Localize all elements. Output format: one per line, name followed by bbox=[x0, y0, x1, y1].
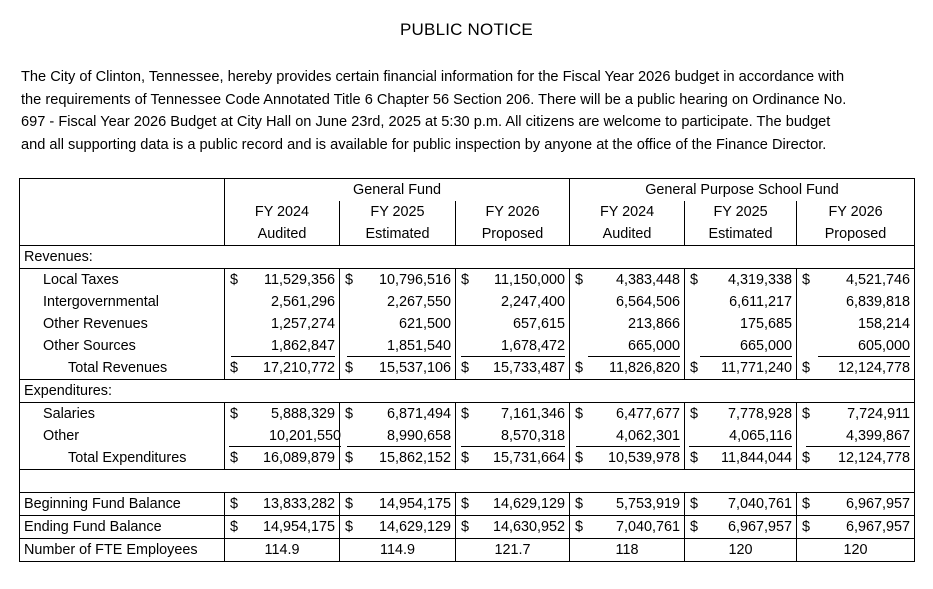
cell-value: 11,771,240 bbox=[721, 360, 793, 376]
currency-symbol: $ bbox=[230, 450, 239, 466]
cell-value: 12,124,778 bbox=[837, 450, 911, 466]
value-cell bbox=[797, 403, 915, 426]
year-header: FY 2026 bbox=[797, 201, 915, 223]
currency-symbol: $ bbox=[461, 406, 470, 422]
currency-symbol: $ bbox=[345, 406, 354, 422]
table-row-other bbox=[20, 425, 915, 447]
value-cell bbox=[340, 357, 456, 380]
currency-symbol: $ bbox=[345, 450, 354, 466]
cell-value: 8,990,658 bbox=[347, 426, 451, 447]
value-cell bbox=[685, 539, 797, 562]
cell-value: 11,150,000 bbox=[494, 272, 566, 288]
value-cell bbox=[456, 269, 570, 292]
cell-value: 4,062,301 bbox=[576, 426, 680, 447]
cell-value: 15,862,152 bbox=[378, 450, 451, 466]
value-cell bbox=[797, 539, 915, 562]
cell-value: 6,967,957 bbox=[845, 519, 911, 535]
notice-line: The City of Clinton, Tennessee, hereby provides certain financial information for the Fiscal Year 2026 budget in accordance with bbox=[21, 69, 845, 85]
cell-value: 15,733,487 bbox=[492, 360, 566, 376]
currency-symbol: $ bbox=[802, 496, 811, 512]
value-cell bbox=[797, 493, 915, 516]
value-cell bbox=[225, 403, 340, 426]
value-cell bbox=[570, 403, 685, 426]
value-cell bbox=[570, 313, 685, 335]
status-header-row bbox=[20, 223, 915, 246]
cell-value: 665,000 bbox=[588, 336, 680, 357]
currency-symbol: $ bbox=[230, 519, 239, 535]
currency-symbol: $ bbox=[345, 360, 354, 376]
value-cell bbox=[685, 335, 797, 357]
cell-value: 213,866 bbox=[627, 316, 681, 332]
currency-symbol: $ bbox=[345, 519, 354, 535]
currency-symbol: $ bbox=[690, 406, 699, 422]
cell-value: 1,851,540 bbox=[347, 336, 451, 357]
cell-value: 10,539,978 bbox=[607, 450, 681, 466]
cell-value: 6,967,957 bbox=[727, 519, 793, 535]
cell-value: 1,862,847 bbox=[231, 336, 335, 357]
value-cell bbox=[570, 425, 685, 447]
currency-symbol: $ bbox=[461, 360, 470, 376]
row-label: Local Taxes bbox=[20, 269, 225, 292]
cell-value: 7,724,911 bbox=[847, 406, 911, 422]
cell-value: 621,500 bbox=[398, 316, 451, 332]
cell-value: 175,685 bbox=[739, 316, 793, 332]
currency-symbol: $ bbox=[802, 272, 811, 288]
table-row-total-revenues bbox=[20, 357, 915, 380]
value-cell bbox=[340, 313, 456, 335]
cell-value: 13,833,282 bbox=[262, 496, 335, 512]
cell-value: 10,796,516 bbox=[378, 272, 451, 288]
section-row-revenues bbox=[20, 246, 915, 269]
row-label: Other bbox=[20, 425, 225, 447]
cell-value: 12,124,778 bbox=[837, 360, 911, 376]
value-cell bbox=[570, 539, 685, 562]
year-header: FY 2026 bbox=[456, 201, 570, 223]
currency-symbol: $ bbox=[575, 406, 584, 422]
row-label: Other Sources bbox=[20, 335, 225, 357]
currency-symbol: $ bbox=[461, 519, 470, 535]
value-cell bbox=[340, 425, 456, 447]
currency-symbol: $ bbox=[461, 450, 470, 466]
group-header-general-fund: General Fund bbox=[225, 179, 570, 202]
cell-value: 114.9 bbox=[264, 542, 300, 558]
cell-value: 11,826,820 bbox=[609, 360, 681, 376]
cell-value: 4,383,448 bbox=[615, 272, 681, 288]
currency-symbol: $ bbox=[575, 360, 584, 376]
notice-line: 697 - Fiscal Year 2026 Budget at City Hall on June 23rd, 2025 at 5:30 p.m. All citizens are welcome to participate. The budget bbox=[21, 114, 831, 131]
table-row-other-sources bbox=[20, 335, 915, 357]
value-cell bbox=[225, 493, 340, 516]
cell-value: 120 bbox=[728, 542, 753, 558]
value-cell bbox=[340, 516, 456, 539]
table-row-other-revenues bbox=[20, 313, 915, 335]
cell-value: 6,967,957 bbox=[845, 496, 911, 512]
value-cell bbox=[456, 447, 570, 470]
currency-symbol: $ bbox=[575, 496, 584, 512]
currency-symbol: $ bbox=[690, 519, 699, 535]
cell-value: 120 bbox=[843, 542, 868, 558]
cell-value: 2,561,296 bbox=[270, 294, 335, 310]
value-cell bbox=[797, 425, 915, 447]
section-label-revenues: Revenues: bbox=[20, 246, 915, 269]
value-cell bbox=[685, 425, 797, 447]
value-cell bbox=[456, 493, 570, 516]
value-cell bbox=[340, 539, 456, 562]
cell-value: 11,844,044 bbox=[721, 450, 793, 466]
value-cell bbox=[225, 516, 340, 539]
value-cell bbox=[570, 516, 685, 539]
status-header: Estimated bbox=[340, 223, 456, 246]
cell-value: 15,537,106 bbox=[378, 360, 451, 376]
currency-symbol: $ bbox=[345, 496, 354, 512]
group-header-school-fund: General Purpose School Fund bbox=[570, 179, 915, 202]
value-cell bbox=[225, 291, 340, 313]
currency-symbol: $ bbox=[230, 272, 239, 288]
value-cell bbox=[797, 291, 915, 313]
value-cell bbox=[685, 269, 797, 292]
status-header: Proposed bbox=[797, 223, 915, 246]
value-cell bbox=[797, 313, 915, 335]
value-cell bbox=[570, 357, 685, 380]
cell-value: 7,040,761 bbox=[727, 496, 793, 512]
cell-value: 17,210,772 bbox=[262, 360, 335, 376]
cell-value: 4,521,746 bbox=[845, 272, 911, 288]
cell-value: 14,954,175 bbox=[262, 519, 335, 535]
value-cell bbox=[456, 335, 570, 357]
spacer-row bbox=[20, 470, 915, 493]
currency-symbol: $ bbox=[575, 519, 584, 535]
row-label: Intergovernmental bbox=[20, 291, 225, 313]
currency-symbol: $ bbox=[690, 450, 699, 466]
value-cell bbox=[797, 335, 915, 357]
row-label: Total Expenditures bbox=[20, 447, 225, 470]
value-cell bbox=[570, 291, 685, 313]
value-cell bbox=[225, 447, 340, 470]
status-header: Estimated bbox=[685, 223, 797, 246]
value-cell bbox=[340, 291, 456, 313]
value-cell bbox=[225, 335, 340, 357]
currency-symbol: $ bbox=[802, 406, 811, 422]
value-cell bbox=[685, 403, 797, 426]
value-cell bbox=[685, 291, 797, 313]
group-header-row bbox=[20, 179, 915, 202]
value-cell bbox=[456, 403, 570, 426]
cell-value: 2,247,400 bbox=[500, 294, 566, 310]
cell-value: 11,529,356 bbox=[264, 272, 335, 288]
currency-symbol: $ bbox=[802, 519, 811, 535]
currency-symbol: $ bbox=[461, 496, 470, 512]
currency-symbol: $ bbox=[690, 272, 699, 288]
cell-value: 14,629,129 bbox=[378, 519, 451, 535]
value-cell bbox=[797, 516, 915, 539]
year-header: FY 2024 bbox=[570, 201, 685, 223]
cell-value: 14,630,952 bbox=[492, 519, 566, 535]
value-cell bbox=[456, 539, 570, 562]
currency-symbol: $ bbox=[690, 496, 699, 512]
currency-symbol: $ bbox=[230, 406, 239, 422]
value-cell bbox=[225, 425, 340, 447]
table-row-local-taxes bbox=[20, 269, 915, 292]
cell-value: 121.7 bbox=[494, 542, 531, 558]
value-cell bbox=[685, 357, 797, 380]
value-cell bbox=[797, 357, 915, 380]
cell-value: 6,871,494 bbox=[386, 406, 451, 422]
value-cell bbox=[685, 313, 797, 335]
cell-value: 665,000 bbox=[700, 336, 792, 357]
table-row-ending-balance bbox=[20, 516, 915, 539]
currency-symbol: $ bbox=[345, 272, 354, 288]
value-cell bbox=[685, 516, 797, 539]
status-header: Audited bbox=[570, 223, 685, 246]
table-row-fte bbox=[20, 539, 915, 562]
currency-symbol: $ bbox=[802, 360, 811, 376]
currency-symbol: $ bbox=[802, 450, 811, 466]
cell-value: 8,570,318 bbox=[461, 426, 565, 447]
value-cell bbox=[685, 493, 797, 516]
value-cell bbox=[570, 493, 685, 516]
cell-value: 6,611,217 bbox=[729, 294, 793, 310]
value-cell bbox=[797, 447, 915, 470]
value-cell bbox=[456, 357, 570, 380]
cell-value: 4,065,116 bbox=[689, 426, 792, 447]
value-cell bbox=[340, 403, 456, 426]
cell-value: 15,731,664 bbox=[492, 450, 566, 466]
cell-value: 5,888,329 bbox=[270, 406, 335, 422]
cell-value: 16,089,879 bbox=[262, 450, 335, 466]
row-label: Ending Fund Balance bbox=[20, 516, 225, 539]
table-row-total-expenditures bbox=[20, 447, 915, 470]
row-label: Beginning Fund Balance bbox=[20, 493, 225, 516]
value-cell bbox=[456, 313, 570, 335]
cell-value: 605,000 bbox=[818, 336, 910, 357]
cell-value: 6,564,506 bbox=[615, 294, 681, 310]
year-header: FY 2025 bbox=[340, 201, 456, 223]
budget-table bbox=[19, 178, 915, 562]
notice-title: PUBLIC NOTICE bbox=[400, 20, 533, 39]
row-label: Number of FTE Employees bbox=[20, 539, 225, 562]
cell-value: 657,615 bbox=[512, 316, 566, 332]
cell-value: 1,257,274 bbox=[270, 316, 335, 332]
value-cell bbox=[340, 447, 456, 470]
value-cell bbox=[225, 313, 340, 335]
status-header: Audited bbox=[225, 223, 340, 246]
value-cell bbox=[340, 269, 456, 292]
cell-value: 4,399,867 bbox=[806, 426, 910, 447]
notice-paragraph bbox=[21, 66, 916, 156]
currency-symbol: $ bbox=[230, 496, 239, 512]
row-label: Total Revenues bbox=[20, 357, 225, 380]
value-cell bbox=[225, 539, 340, 562]
table-row-intergovernmental bbox=[20, 291, 915, 313]
cell-value: 118 bbox=[615, 542, 639, 558]
cell-value: 5,753,919 bbox=[615, 496, 681, 512]
cell-value: 14,629,129 bbox=[492, 496, 566, 512]
value-cell bbox=[225, 269, 340, 292]
currency-symbol: $ bbox=[230, 360, 239, 376]
cell-value: 114.9 bbox=[380, 542, 415, 558]
currency-symbol: $ bbox=[461, 272, 470, 288]
cell-value: 1,678,472 bbox=[461, 336, 565, 357]
cell-value: 2,267,550 bbox=[386, 294, 451, 310]
notice-line: and all supporting data is a public record and is available for public inspection by anyone at the office of the Finance Director. bbox=[21, 136, 827, 153]
table-row-salaries bbox=[20, 403, 915, 426]
cell-value: 6,839,818 bbox=[845, 294, 911, 310]
status-header: Proposed bbox=[456, 223, 570, 246]
value-cell bbox=[340, 493, 456, 516]
year-header-row bbox=[20, 201, 915, 223]
value-cell bbox=[797, 269, 915, 292]
value-cell bbox=[456, 291, 570, 313]
currency-symbol: $ bbox=[690, 360, 699, 376]
currency-symbol: $ bbox=[575, 450, 584, 466]
value-cell bbox=[570, 447, 685, 470]
value-cell bbox=[570, 335, 685, 357]
row-label: Other Revenues bbox=[20, 313, 225, 335]
section-label-expenditures: Expenditures: bbox=[20, 380, 915, 403]
cell-value: 14,954,175 bbox=[378, 496, 451, 512]
section-row-expenditures bbox=[20, 380, 915, 403]
year-header: FY 2024 bbox=[225, 201, 340, 223]
cell-value: 4,319,338 bbox=[727, 272, 793, 288]
cell-value: 6,477,677 bbox=[615, 406, 681, 422]
table-row-beginning-balance bbox=[20, 493, 915, 516]
cell-value: 7,161,346 bbox=[500, 406, 566, 422]
cell-value: 158,214 bbox=[857, 316, 911, 332]
cell-value: 7,040,761 bbox=[615, 519, 681, 535]
value-cell bbox=[225, 357, 340, 380]
value-cell bbox=[456, 425, 570, 447]
value-cell bbox=[570, 269, 685, 292]
notice-line: the requirements of Tennessee Code Annotated Title 6 Chapter 56 Section 206. There will be a public hearing on Ordinance No. bbox=[21, 91, 847, 108]
value-cell bbox=[340, 335, 456, 357]
value-cell bbox=[456, 516, 570, 539]
row-label: Salaries bbox=[20, 403, 225, 426]
currency-symbol: $ bbox=[575, 272, 584, 288]
value-cell bbox=[685, 447, 797, 470]
year-header: FY 2025 bbox=[685, 201, 797, 223]
cell-value: 7,778,928 bbox=[727, 406, 793, 422]
cell-value: 10,201,550 bbox=[229, 426, 341, 447]
